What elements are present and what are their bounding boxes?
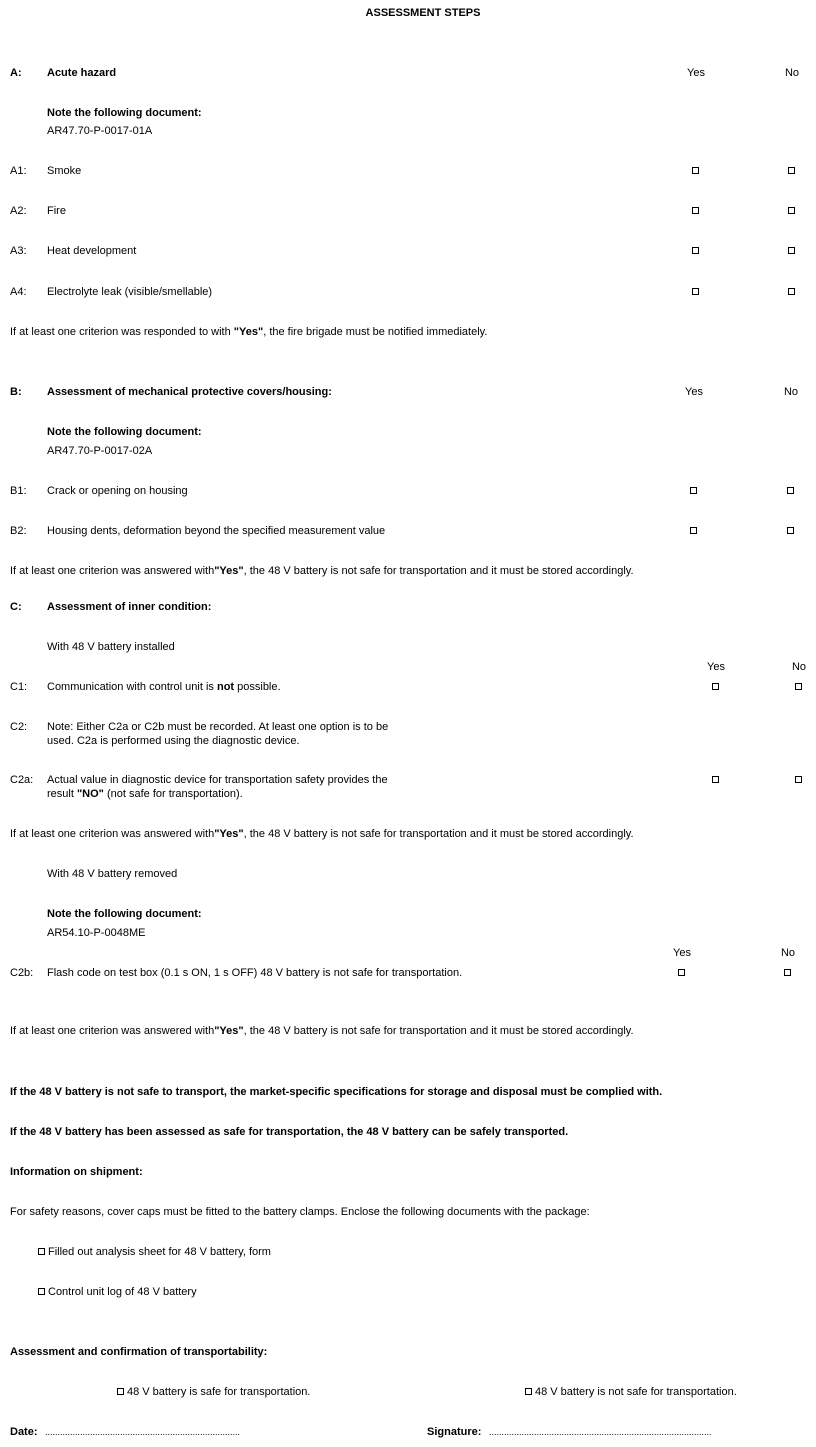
b2-no-checkbox[interactable] [787, 527, 794, 534]
section-a-heading: Acute hazard [47, 67, 117, 79]
b1-yes-checkbox[interactable] [690, 487, 697, 494]
c1-yes-checkbox[interactable] [712, 683, 719, 690]
section-a-yes-header: Yes [687, 67, 705, 79]
a2-label: Fire [47, 205, 66, 217]
c1-no-checkbox[interactable] [795, 683, 802, 690]
section-c-result-2: If at least one criterion was answered with"Yes", the 48 V battery is not safe for transportation and it must be stored accordingly. [10, 1025, 634, 1037]
c2b-yes-checkbox[interactable] [678, 969, 685, 976]
option-safe[interactable]: 48 V battery is safe for transportation. [117, 1386, 310, 1399]
c2b-code: C2b: [10, 967, 34, 979]
section-c-installed-label: With 48 V battery installed [47, 641, 175, 653]
a4-yes-checkbox[interactable] [692, 288, 699, 295]
date-field[interactable]: .............................................................................. [45, 1427, 241, 1437]
a1-no-checkbox[interactable] [788, 167, 795, 174]
section-c-code: C: [10, 601, 22, 613]
page-title: ASSESSMENT STEPS [365, 7, 481, 19]
section-c-removed-label: With 48 V battery removed [47, 868, 178, 880]
b2-label: Housing dents, deformation beyond the specified measurement value [47, 525, 386, 537]
a4-code: A4: [10, 286, 27, 298]
section-b-code: B: [10, 386, 22, 398]
conclusion-not-safe: If the 48 V battery is not safe to transport, the market-specific specifications for storage and disposal must be complied with. [10, 1086, 663, 1098]
b2-yes-checkbox[interactable] [690, 527, 697, 534]
c1-label: Communication with control unit is not possible. [47, 681, 281, 693]
a3-yes-checkbox[interactable] [692, 247, 699, 254]
b1-label: Crack or opening on housing [47, 485, 188, 497]
section-a-no-header: No [784, 67, 800, 79]
section-a-document-ref: AR47.70-P-0017-01A [47, 125, 153, 137]
section-b-yes-header: Yes [685, 386, 703, 398]
c2b-no-header: No [780, 947, 796, 959]
confirmation-heading: Assessment and confirmation of transportability: [10, 1346, 268, 1358]
shipment-doc-control-unit-log[interactable]: Control unit log of 48 V battery [38, 1286, 197, 1299]
a4-no-checkbox[interactable] [788, 288, 795, 295]
section-b-document-ref: AR47.70-P-0017-02A [47, 445, 153, 457]
a3-code: A3: [10, 245, 27, 257]
b2-code: B2: [10, 525, 27, 537]
a1-code: A1: [10, 165, 27, 177]
section-c-note-label: Note the following document: [47, 908, 202, 920]
section-a-note-label: Note the following document: [47, 107, 202, 119]
section-c-heading: Assessment of inner condition: [47, 601, 212, 613]
b1-no-checkbox[interactable] [787, 487, 794, 494]
shipment-doc-analysis-sheet[interactable]: Filled out analysis sheet for 48 V battery, form [38, 1246, 271, 1259]
c2-code: C2: [10, 721, 28, 733]
a1-yes-checkbox[interactable] [692, 167, 699, 174]
a1-label: Smoke [47, 165, 82, 177]
section-c-result-1: If at least one criterion was answered with"Yes", the 48 V battery is not safe for transportation and it must be stored accordingly. [10, 828, 634, 840]
c2a-line2: result "NO" (not safe for transportation). [47, 788, 243, 800]
safe-checkbox[interactable] [117, 1388, 124, 1395]
c2b-yes-header: Yes [673, 947, 691, 959]
section-c-yes-header: Yes [707, 661, 725, 673]
shipment-heading: Information on shipment: [10, 1166, 143, 1178]
option-not-safe[interactable]: 48 V battery is not safe for transportation. [525, 1386, 737, 1399]
signature-field[interactable]: ......................................................................................... [489, 1427, 712, 1437]
c2-note-line2: used. C2a is performed using the diagnostic device. [47, 735, 300, 747]
date-label: Date: [10, 1426, 38, 1438]
a2-no-checkbox[interactable] [788, 207, 795, 214]
a2-code: A2: [10, 205, 27, 217]
a3-label: Heat development [47, 245, 137, 257]
control-unit-log-checkbox[interactable] [38, 1288, 45, 1295]
a2-yes-checkbox[interactable] [692, 207, 699, 214]
b1-code: B1: [10, 485, 27, 497]
conclusion-safe: If the 48 V battery has been assessed as safe for transportation, the 48 V battery can be safely transported. [10, 1126, 569, 1138]
c2a-yes-checkbox[interactable] [712, 776, 719, 783]
c2a-no-checkbox[interactable] [795, 776, 802, 783]
section-a-result: If at least one criterion was responded to with "Yes", the fire brigade must be notified immediately. [10, 326, 488, 338]
c2-note-line1: Note: Either C2a or C2b must be recorded. At least one option is to be [47, 721, 389, 733]
a3-no-checkbox[interactable] [788, 247, 795, 254]
section-b-note-label: Note the following document: [47, 426, 202, 438]
shipment-text: For safety reasons, cover caps must be fitted to the battery clamps. Enclose the following documents with the package: [10, 1206, 590, 1218]
analysis-sheet-checkbox[interactable] [38, 1248, 45, 1255]
section-c-document-ref: AR54.10-P-0048ME [47, 927, 146, 939]
c2a-code: C2a: [10, 774, 34, 786]
a4-label: Electrolyte leak (visible/smellable) [47, 286, 213, 298]
not-safe-checkbox[interactable] [525, 1388, 532, 1395]
section-b-heading: Assessment of mechanical protective covers/housing: [47, 386, 332, 398]
c2b-no-checkbox[interactable] [784, 969, 791, 976]
c1-code: C1: [10, 681, 28, 693]
section-b-result: If at least one criterion was answered with"Yes", the 48 V battery is not safe for transportation and it must be stored accordingly. [10, 565, 634, 577]
c2a-line1: Actual value in diagnostic device for transportation safety provides the [47, 774, 388, 786]
section-a-code: A: [10, 67, 22, 79]
section-c-no-header: No [791, 661, 807, 673]
section-b-no-header: No [783, 386, 799, 398]
signature-label: Signature: [427, 1426, 482, 1438]
c2b-label: Flash code on test box (0.1 s ON, 1 s OFF) 48 V battery is not safe for transportation. [47, 967, 463, 979]
